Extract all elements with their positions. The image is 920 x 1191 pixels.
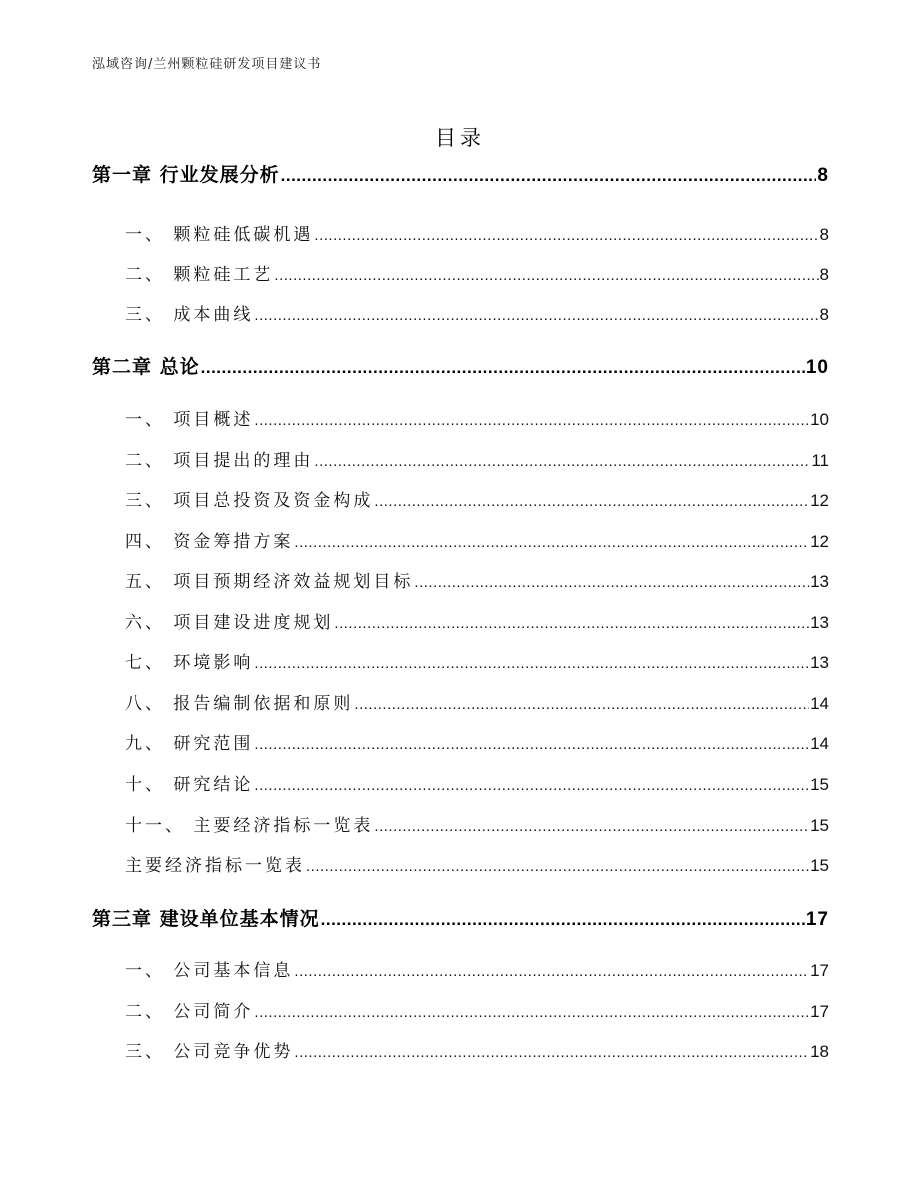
toc-section[interactable]: [92, 486, 829, 511]
toc-entry-label: 三、 项目总投资及资金构成: [125, 491, 374, 511]
toc-section[interactable]: [92, 689, 829, 714]
dot-leader: [254, 655, 809, 672]
toc-entry-label: 一、 公司基本信息: [125, 961, 294, 981]
toc-section[interactable]: [92, 729, 829, 754]
toc-page-number: 14: [810, 694, 829, 713]
toc-page-number: 13: [810, 653, 829, 672]
toc-page-number: 12: [810, 532, 829, 551]
dot-leader: [254, 736, 809, 753]
toc-section[interactable]: [92, 608, 829, 633]
toc-section[interactable]: [92, 260, 829, 285]
toc-page-number: 8: [817, 165, 829, 186]
toc-section[interactable]: [92, 446, 829, 471]
toc-entry-label: 四、 资金筹措方案: [125, 532, 294, 552]
dot-leader: [414, 574, 809, 591]
toc-page-number: 17: [805, 909, 829, 930]
dot-leader: [314, 227, 818, 244]
toc-page-number: 8: [819, 265, 829, 284]
dot-leader: [254, 1004, 809, 1021]
dot-leader: [294, 1044, 809, 1061]
dot-leader: [354, 696, 809, 713]
toc-page-number: 17: [810, 1002, 829, 1021]
toc-entry-label: 一、 项目概述: [125, 410, 254, 430]
toc-page-number: 15: [810, 816, 829, 835]
toc-section[interactable]: [92, 956, 829, 981]
toc-page-number: 13: [810, 572, 829, 591]
toc-entry-label: 十一、 主要经济指标一览表: [125, 816, 374, 836]
dot-leader: [254, 412, 809, 429]
toc-entry-label: 第三章 建设单位基本情况: [92, 908, 320, 930]
toc-section[interactable]: [92, 300, 829, 325]
toc-page-number: 8: [819, 225, 829, 244]
page-title: 目录: [435, 126, 485, 150]
toc-entry-label: 九、 研究范围: [125, 734, 254, 754]
dot-leader: [306, 858, 809, 875]
dot-leader: [281, 166, 817, 186]
toc-entry-label: 七、 环境影响: [125, 653, 254, 673]
dot-leader: [254, 777, 809, 794]
toc-entry-label: 六、 项目建设进度规划: [125, 613, 334, 633]
toc-page-number: 12: [810, 491, 829, 510]
toc-entry-label: 三、 公司竞争优势: [125, 1042, 294, 1062]
toc-section[interactable]: [92, 811, 829, 836]
toc-section[interactable]: [92, 567, 829, 592]
toc-chapter-1[interactable]: [92, 160, 829, 187]
toc-page-number: 15: [810, 856, 829, 875]
toc-entry-label: 八、 报告编制依据和原则: [125, 694, 354, 714]
toc-entry-label: 一、 颗粒硅低碳机遇: [125, 225, 314, 245]
toc-page-number: 17: [810, 961, 829, 980]
toc-section[interactable]: [92, 527, 829, 552]
dot-leader: [294, 534, 809, 551]
toc-section[interactable]: [92, 220, 829, 245]
toc-page-number: 13: [810, 613, 829, 632]
dot-leader: [274, 267, 818, 284]
toc-chapter-3[interactable]: [92, 904, 829, 931]
toc-section[interactable]: [92, 997, 829, 1022]
dot-leader: [374, 493, 809, 510]
toc-page-number: 8: [819, 305, 829, 324]
dot-leader: [321, 910, 805, 930]
toc-section[interactable]: [92, 770, 829, 795]
dot-leader: [314, 453, 810, 470]
running-header: 泓域咨询/兰州颗粒硅研发项目建议书: [92, 57, 322, 72]
toc-section[interactable]: [92, 648, 829, 673]
toc-entry-label: 主要经济指标一览表: [125, 856, 305, 876]
toc-entry-label: 五、 项目预期经济效益规划目标: [125, 572, 414, 592]
toc-page-number: 10: [805, 357, 829, 378]
toc-entry-label: 十、 研究结论: [125, 775, 254, 795]
toc-section[interactable]: [92, 1037, 829, 1062]
toc-entry-label: 二、 颗粒硅工艺: [125, 265, 274, 285]
toc-entry-label: 三、 成本曲线: [125, 305, 254, 325]
toc-section[interactable]: [92, 405, 829, 430]
toc-chapter-2[interactable]: [92, 352, 829, 379]
dot-leader: [374, 818, 809, 835]
toc-page-number: 10: [810, 410, 829, 429]
toc-page-number: 14: [810, 734, 829, 753]
toc-entry-label: 第一章 行业发展分析: [92, 164, 280, 186]
toc-section[interactable]: [92, 851, 829, 876]
dot-leader: [254, 307, 818, 324]
toc-entry-label: 二、 项目提出的理由: [125, 451, 314, 471]
toc-page-number: 15: [810, 775, 829, 794]
toc-entry-label: 第二章 总论: [92, 356, 200, 378]
toc-entry-label: 二、 公司简介: [125, 1002, 254, 1022]
toc-page-number: 11: [811, 451, 829, 470]
dot-leader: [201, 358, 805, 378]
toc-page-number: 18: [810, 1042, 829, 1061]
dot-leader: [334, 615, 809, 632]
dot-leader: [294, 963, 809, 980]
